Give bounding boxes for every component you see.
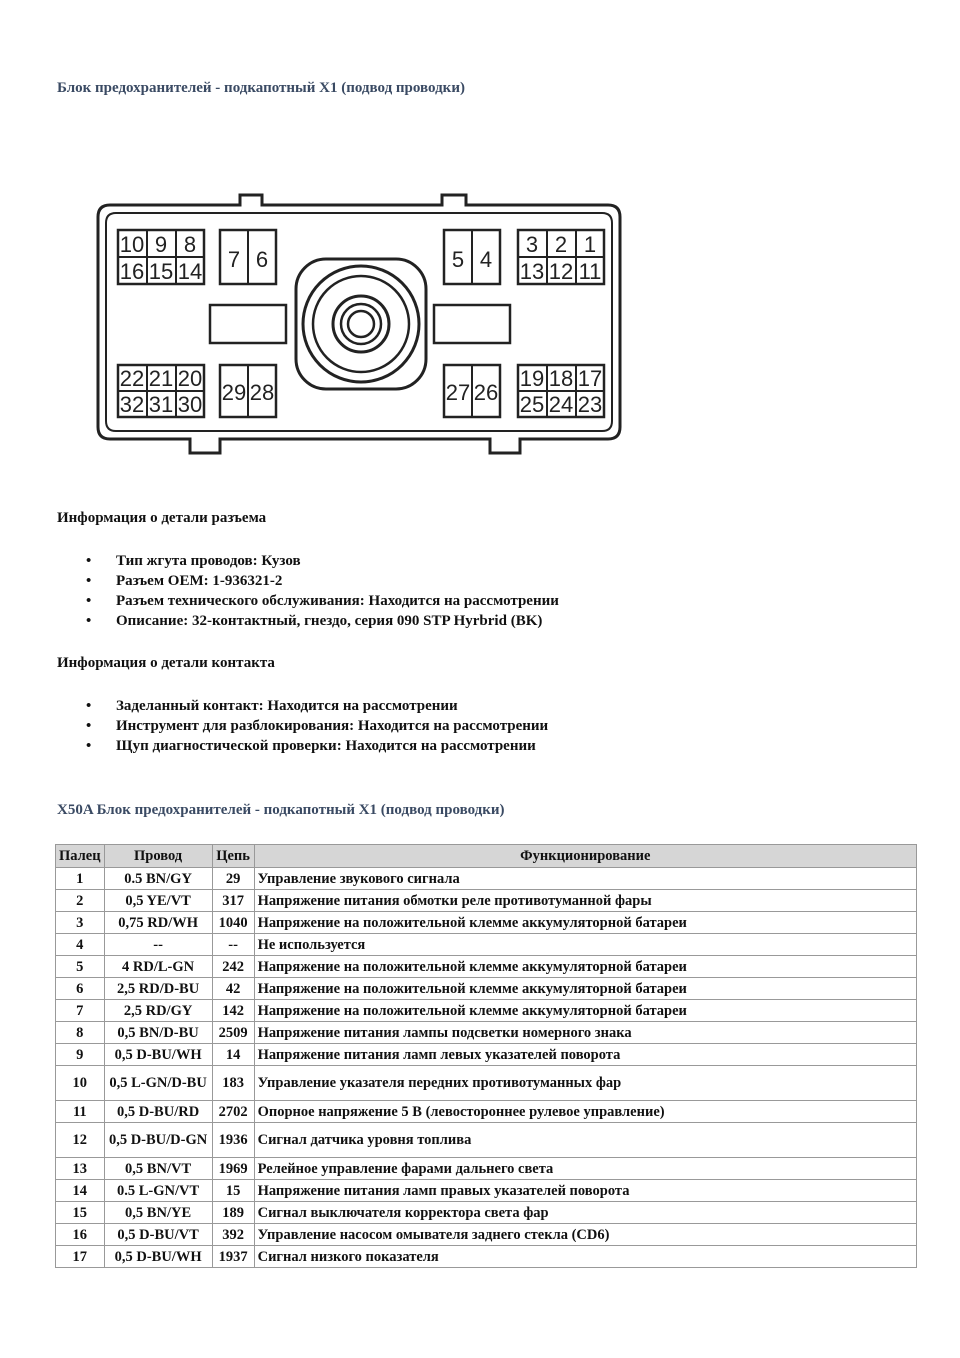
pin-label: 8 [183, 232, 197, 257]
pin-label: 22 [119, 366, 145, 391]
function-cell: Напряжение на положительной клемме аккумуляторной батареи [254, 912, 916, 934]
circuit-cell: 183 [212, 1066, 254, 1101]
function-cell: Напряжение на положительной клемме аккумуляторной батареи [254, 1000, 916, 1022]
circuit-cell: 1937 [212, 1246, 254, 1268]
pin-label: 23 [577, 392, 603, 417]
table-row [56, 890, 917, 912]
circuit-cell: 1040 [212, 912, 254, 934]
wire-cell: 2,5 RD/GY [104, 1000, 212, 1022]
pin-cell: 17 [56, 1246, 105, 1268]
pin-label: 28 [249, 380, 275, 405]
circuit-cell: 317 [212, 890, 254, 912]
wire-cell: 0,5 D-BU/D-GN [104, 1123, 212, 1158]
pin-label: 32 [119, 392, 145, 417]
list-item: • Разъем OEM: 1-936321-2 [80, 571, 559, 591]
col-header-circuit: Цепь [212, 845, 254, 868]
pin-table [55, 844, 917, 1268]
pin-cell: 15 [56, 1202, 105, 1224]
pin-label: 14 [177, 259, 203, 284]
list-item: • Щуп диагностической проверки: Находится на рассмотрении [80, 736, 548, 756]
connector-info-list [80, 551, 559, 631]
pin-label: 16 [119, 259, 145, 284]
pin-label: 3 [525, 232, 539, 257]
table-row [56, 1000, 917, 1022]
table-row [56, 1180, 917, 1202]
pin-cell: 8 [56, 1022, 105, 1044]
pin-label: 17 [577, 366, 603, 391]
function-cell: Напряжение на положительной клемме аккумуляторной батареи [254, 978, 916, 1000]
pin-label: 24 [548, 392, 574, 417]
circuit-cell: 42 [212, 978, 254, 1000]
pin-cell: 16 [56, 1224, 105, 1246]
wire-cell: -- [104, 934, 212, 956]
pin-label: 7 [227, 247, 241, 272]
table-row [56, 934, 917, 956]
function-cell: Управление насосом омывателя заднего стекла (CD6) [254, 1224, 916, 1246]
pin-label: 26 [473, 380, 499, 405]
wire-cell: 2,5 RD/D-BU [104, 978, 212, 1000]
function-cell: Управление указателя передних противотуманных фар [254, 1066, 916, 1101]
list-item: • Заделанный контакт: Находится на рассмотрении [80, 696, 548, 716]
connector-info-heading: Информация о детали разъема [57, 510, 267, 526]
pin-cell: 14 [56, 1180, 105, 1202]
circuit-cell: -- [212, 934, 254, 956]
function-cell: Напряжение питания ламп правых указателей поворота [254, 1180, 916, 1202]
pin-label: 4 [479, 247, 493, 272]
pin-cell: 11 [56, 1101, 105, 1123]
pin-label: 31 [148, 392, 174, 417]
table-row [56, 912, 917, 934]
wire-cell: 0,5 BN/D-BU [104, 1022, 212, 1044]
function-cell: Опорное напряжение 5 В (левостороннее рулевое управление) [254, 1101, 916, 1123]
wire-cell: 0,5 D-BU/RD [104, 1101, 212, 1123]
function-cell: Напряжение питания обмотки реле противотуманной фары [254, 890, 916, 912]
function-cell: Сигнал выключателя корректора света фар [254, 1202, 916, 1224]
function-cell: Сигнал низкого показателя [254, 1246, 916, 1268]
wire-cell: 0,5 YE/VT [104, 890, 212, 912]
circuit-cell: 15 [212, 1180, 254, 1202]
pin-label: 19 [519, 366, 545, 391]
function-cell: Релейное управление фарами дальнего света [254, 1158, 916, 1180]
pin-info-heading: Информация о детали контакта [57, 655, 275, 671]
table-row [56, 1202, 917, 1224]
table-title: X50A Блок предохранителей - подкапотный X1 (подвод проводки) [57, 802, 505, 818]
circuit-cell: 189 [212, 1202, 254, 1224]
pin-label: 12 [548, 259, 574, 284]
table-row [56, 1123, 917, 1158]
circuit-cell: 392 [212, 1224, 254, 1246]
pin-cell: 10 [56, 1066, 105, 1101]
table-row [56, 1246, 917, 1268]
function-cell: Не используется [254, 934, 916, 956]
pin-cell: 2 [56, 890, 105, 912]
circuit-cell: 1936 [212, 1123, 254, 1158]
pin-cell: 7 [56, 1000, 105, 1022]
pin-cell: 6 [56, 978, 105, 1000]
circuit-cell: 14 [212, 1044, 254, 1066]
col-header-pin: Палец [56, 845, 105, 868]
wire-cell: 0.5 BN/GY [104, 868, 212, 890]
pin-label: 11 [578, 259, 602, 284]
wire-cell: 0,5 BN/VT [104, 1158, 212, 1180]
col-header-function: Функционирование [254, 845, 916, 868]
table-row [56, 956, 917, 978]
table-header-row [56, 845, 917, 868]
pin-cell: 13 [56, 1158, 105, 1180]
pin-label: 18 [548, 366, 574, 391]
list-item: • Разъем технического обслуживания: Находится на рассмотрении [80, 591, 559, 611]
pin-cell: 5 [56, 956, 105, 978]
pin-cell: 12 [56, 1123, 105, 1158]
list-item: • Описание: 32-контактный, гнездо, серия 090 STP Hyrbrid (BK) [80, 611, 559, 631]
function-cell: Сигнал датчика уровня топлива [254, 1123, 916, 1158]
wire-cell: 0,5 BN/YE [104, 1202, 212, 1224]
page-title: Блок предохранителей - подкапотный X1 (подвод проводки) [57, 80, 465, 96]
pin-label: 30 [177, 392, 203, 417]
function-cell: Напряжение на положительной клемме аккумуляторной батареи [254, 956, 916, 978]
table-row [56, 1066, 917, 1101]
table-row [56, 978, 917, 1000]
pin-label: 15 [148, 259, 174, 284]
table-row [56, 1158, 917, 1180]
fuse-box-diagram [90, 185, 630, 465]
pin-label: 21 [148, 366, 174, 391]
pin-cell: 9 [56, 1044, 105, 1066]
function-cell: Напряжение питания ламп левых указателей поворота [254, 1044, 916, 1066]
wire-cell: 0,5 L-GN/D-BU [104, 1066, 212, 1101]
pin-label: 13 [519, 259, 545, 284]
table-row [56, 1101, 917, 1123]
function-cell: Напряжение питания лампы подсветки номерного знака [254, 1022, 916, 1044]
table-row [56, 1022, 917, 1044]
pin-label: 1 [583, 232, 597, 257]
pin-label: 29 [221, 380, 247, 405]
pin-label: 9 [154, 232, 168, 257]
circuit-cell: 1969 [212, 1158, 254, 1180]
wire-cell: 4 RD/L-GN [104, 956, 212, 978]
pin-label: 27 [445, 380, 471, 405]
table-row [56, 1044, 917, 1066]
pin-cell: 4 [56, 934, 105, 956]
list-item: • Тип жгута проводов: Кузов [80, 551, 559, 571]
pin-cell: 3 [56, 912, 105, 934]
table-row [56, 1224, 917, 1246]
circuit-cell: 29 [212, 868, 254, 890]
wire-cell: 0,5 D-BU/WH [104, 1044, 212, 1066]
pin-label: 6 [255, 247, 269, 272]
circuit-cell: 2702 [212, 1101, 254, 1123]
wire-cell: 0,5 D-BU/WH [104, 1246, 212, 1268]
function-cell: Управление звукового сигнала [254, 868, 916, 890]
table-row [56, 868, 917, 890]
circuit-cell: 2509 [212, 1022, 254, 1044]
pin-label: 25 [519, 392, 545, 417]
pin-label: 20 [177, 366, 203, 391]
pin-label: 2 [554, 232, 568, 257]
pin-label: 5 [451, 247, 465, 272]
pin-cell: 1 [56, 868, 105, 890]
wire-cell: 0,75 RD/WH [104, 912, 212, 934]
pin-info-list [80, 696, 548, 756]
circuit-cell: 242 [212, 956, 254, 978]
wire-cell: 0.5 L-GN/VT [104, 1180, 212, 1202]
col-header-wire: Провод [104, 845, 212, 868]
pin-label: 10 [119, 232, 145, 257]
list-item: • Инструмент для разблокирования: Находится на рассмотрении [80, 716, 548, 736]
circuit-cell: 142 [212, 1000, 254, 1022]
wire-cell: 0,5 D-BU/VT [104, 1224, 212, 1246]
